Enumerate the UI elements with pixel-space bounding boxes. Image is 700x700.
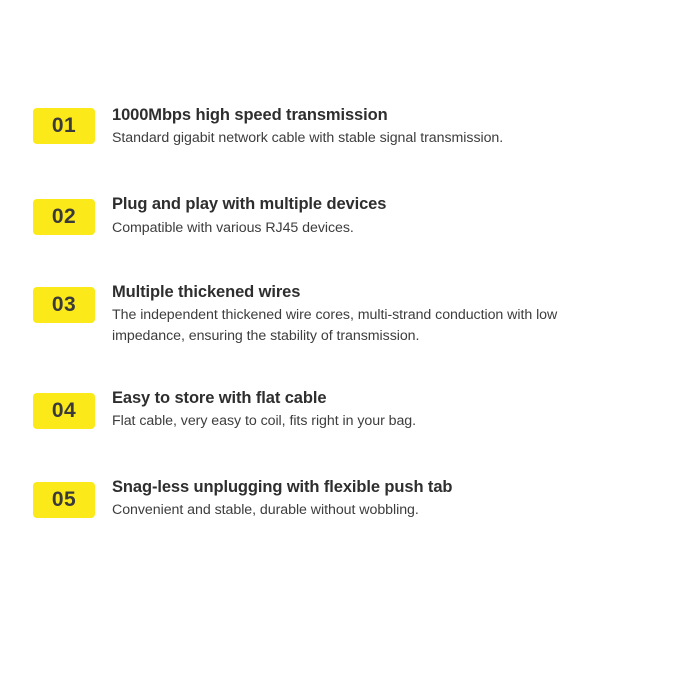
feature-title: 1000Mbps high speed transmission: [112, 106, 388, 124]
feature-text-block: [112, 387, 416, 432]
feature-number-badge: 01: [33, 108, 95, 144]
feature-title: Easy to store with flat cable: [112, 388, 327, 407]
feature-text-block: [112, 281, 582, 347]
list-item: [0, 193, 700, 238]
feature-text-block: [112, 193, 386, 238]
feature-number-badge: 04: [33, 393, 95, 429]
feature-number-badge: 05: [33, 482, 95, 518]
feature-text-block: [112, 104, 503, 149]
list-item: [0, 387, 700, 432]
feature-description: Convenient and stable, durable without wobbling.: [112, 502, 419, 519]
list-item: [0, 281, 700, 347]
feature-title: Multiple thickened wires: [112, 282, 301, 301]
feature-title: Plug and play with multiple devices: [112, 195, 387, 214]
feature-title: Snag-less unplugging with flexible push tab: [112, 478, 453, 497]
feature-number-badge: 02: [33, 199, 95, 235]
feature-text-block: [112, 476, 452, 521]
list-item: [0, 104, 700, 149]
feature-description: Compatible with various RJ45 devices.: [112, 219, 354, 236]
feature-number-badge: 03: [33, 287, 95, 323]
feature-description: Flat cable, very easy to coil, fits right in your bag.: [112, 413, 417, 430]
feature-list: [0, 104, 700, 521]
feature-description: Standard gigabit network cable with stable signal transmission.: [112, 130, 504, 147]
feature-description: The independent thickened wire cores, multi-strand conduction with low impedance, ensuring the stability of transmission.: [112, 306, 558, 344]
list-item: [0, 476, 700, 521]
